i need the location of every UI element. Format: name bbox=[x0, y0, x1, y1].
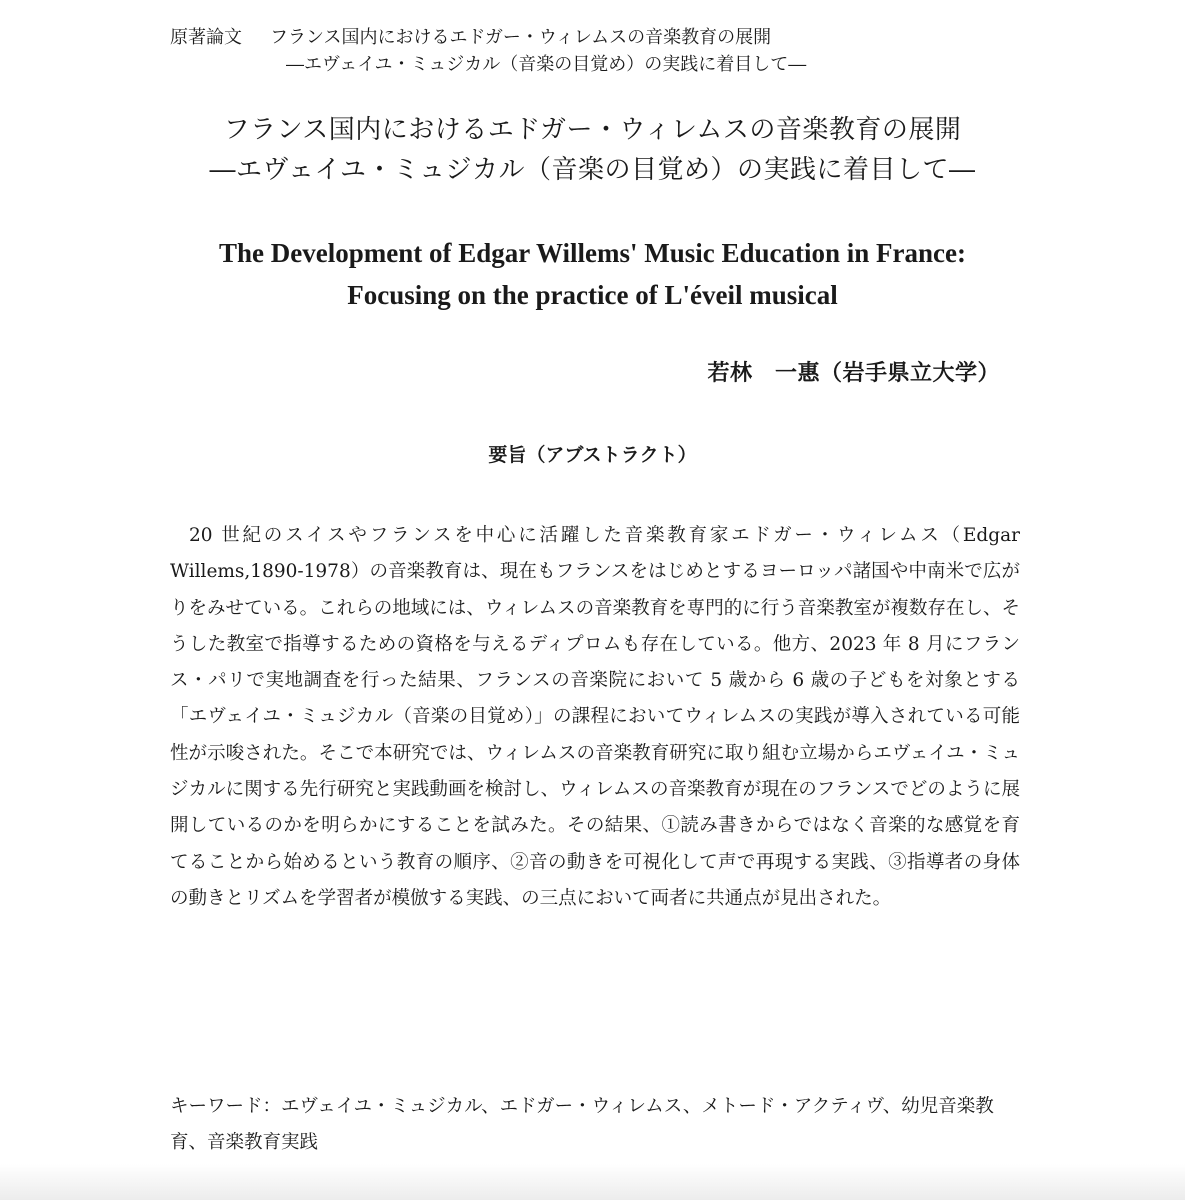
article-type-label: 原著論文 bbox=[170, 27, 242, 48]
japanese-title-line1: フランス国内におけるエドガー・ウィレムスの音楽教育の展開 bbox=[223, 115, 962, 145]
running-header-line1 bbox=[170, 24, 806, 51]
keywords: キーワード：エヴェイユ・ミュジカル、エドガー・ウィレムス、メトード・アクティヴ、幼児音楽教育、音楽教育実践 bbox=[170, 1096, 994, 1153]
running-header-subtitle: ―エヴェイユ・ミュジカル（音楽の目覚め）の実践に着目して― bbox=[286, 54, 807, 75]
english-title-line2: Focusing on the practice of L'éveil musical bbox=[347, 280, 838, 310]
japanese-title-line2: ―エヴェイユ・ミュジカル（音楽の目覚め）の実践に着目して― bbox=[209, 155, 976, 185]
japanese-title bbox=[0, 110, 1185, 190]
english-title-line1: The Development of Edgar Willems' Music Education in France: bbox=[219, 238, 966, 268]
abstract-body: 20 世紀のスイスやフランスを中心に活躍した音楽教育家エドガー・ウィレムス（Edgar Willems,1890-1978）の音楽教育は、現在もフランスをはじめとするヨーロッパ諸国や中南米で広がりをみせている。これらの地域には、ウィレムスの音楽教育を専門的に行う音楽教室が複数存在し、そうした教室で指導するための資格を与えるディプロムも存在している。他方、2023 年 8 月にフランス・パリで実地調査を行った結果、フランスの音楽院において 5 歳から 6 歳の子どもを対象とする「エヴェイユ・ミュジカル（音楽の目覚め）」の課程においてウィレムスの実践が導入されている可能性が示唆された。そこで本研究では、ウィレムスの音楽教育研究に取り組む立場からエヴェイユ・ミュジカルに関する先行研究と実践動画を検討し、ウィレムスの音楽教育が現在のフランスでどのように展開しているのかを明らかにすることを試みた。その結果、①読み書きからではなく音楽的な感覚を育てることから始めるという教育の順序、②音の動きを可視化して声で再現する実践、③指導者の身体の動きとリズムを学習者が模倣する実践、の三点において両者に共通点が見出された。 bbox=[170, 525, 1020, 909]
running-header-title: フランス国内におけるエドガー・ウィレムスの音楽教育の展開 bbox=[270, 27, 772, 48]
running-header bbox=[170, 24, 806, 78]
english-title bbox=[0, 232, 1185, 316]
abstract-heading: 要旨（アブストラクト） bbox=[488, 444, 697, 466]
author-affiliation: 若林 一惠（岩手県立大学） bbox=[707, 360, 1000, 386]
page-bottom-shade bbox=[0, 1164, 1185, 1200]
